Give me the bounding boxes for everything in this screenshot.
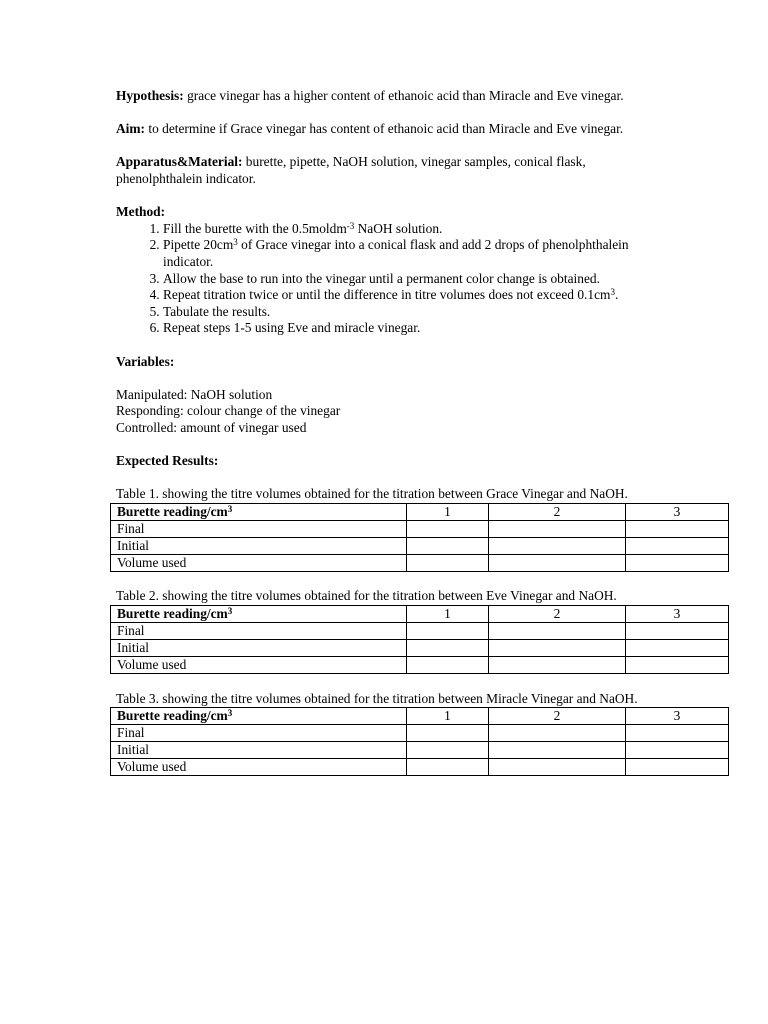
step-text: Fill the burette with the 0.5moldm	[163, 220, 347, 236]
header-cell: Burette reading/$cm^3$	[111, 708, 407, 725]
hypothesis-label: Hypothesis:	[116, 88, 184, 103]
header-cell: 1	[407, 503, 489, 520]
row-label: Volume used	[111, 759, 407, 776]
expected-results-heading: Expected Results:	[116, 453, 219, 469]
row-label: Initial	[111, 640, 407, 657]
superscript: 3	[610, 287, 615, 298]
table-row	[111, 537, 729, 554]
table-cell	[407, 623, 489, 640]
table-cell	[626, 623, 729, 640]
table-caption: Table 2. showing the titre volumes obtained for the titration between Eve Vinegar and NaOH.	[116, 588, 617, 604]
results-table-eve	[110, 605, 729, 674]
row-label: Volume used	[111, 657, 407, 674]
results-table-miracle	[110, 707, 729, 776]
table-cell	[407, 657, 489, 674]
table-row	[111, 742, 729, 759]
row-label: Initial	[111, 742, 407, 759]
results-table-grace	[110, 503, 729, 572]
table-cell	[489, 759, 626, 776]
variables-heading: Variables:	[116, 353, 175, 369]
row-label: Final	[111, 520, 407, 537]
header-cell: 2	[489, 503, 626, 520]
table-cell	[626, 742, 729, 759]
document-body	[116, 88, 681, 793]
aim-text: to determine if Grace vinegar has content of ethanoic acid than Miracle and Eve vinegar.	[145, 121, 624, 137]
superscript: -3	[346, 220, 355, 231]
table-cell	[626, 725, 729, 742]
table-cell	[626, 554, 729, 571]
table-cell	[626, 657, 729, 674]
table-cell	[626, 759, 729, 776]
row-label: Initial	[111, 537, 407, 554]
table-cell	[489, 537, 626, 554]
table-cell	[489, 520, 626, 537]
method-heading: Method:	[116, 204, 166, 220]
table-header-row	[111, 503, 729, 520]
header-cell: Burette reading/$cm^3$	[111, 606, 407, 623]
step-text: Repeat titration twice or until the difference in titre volumes does not exceed 0.1cm	[163, 287, 611, 303]
step-text: Allow the base to run into the vinegar until a permanent color change is obtained.	[163, 270, 600, 286]
header-cell: Burette reading/$cm^3$	[111, 503, 407, 520]
step-text: Pipette 20cm	[163, 237, 234, 253]
variable-controlled: Controlled: amount of vinegar used	[116, 419, 307, 435]
header-cell: 2	[489, 606, 626, 623]
step-text: Repeat steps 1-5 using Eve and miracle vinegar.	[163, 320, 421, 336]
row-label: Final	[111, 725, 407, 742]
table-row	[111, 657, 729, 674]
step-text: NaOH solution.	[354, 220, 443, 236]
variable-manipulated: Manipulated: NaOH solution	[116, 386, 273, 402]
superscript: 3	[233, 237, 238, 248]
step-text: .	[614, 287, 619, 303]
apparatus-paragraph	[116, 154, 661, 187]
table-cell	[626, 640, 729, 657]
row-label: Final	[111, 623, 407, 640]
table-header-row	[111, 606, 729, 623]
aim-paragraph	[116, 121, 661, 138]
hypothesis-paragraph	[116, 88, 661, 105]
header-cell: 1	[407, 708, 489, 725]
table-header-row	[111, 708, 729, 725]
table-cell	[407, 554, 489, 571]
table-cell	[407, 520, 489, 537]
method-step	[163, 237, 661, 270]
table-cell	[489, 725, 626, 742]
header-cell: 2	[489, 708, 626, 725]
header-cell: 3	[626, 503, 729, 520]
table-cell	[407, 640, 489, 657]
header-cell: 1	[407, 606, 489, 623]
step-text: of Grace vinegar into a conical flask and add 2 drops of phenolphthalein indicator.	[163, 237, 629, 269]
method-step	[163, 304, 661, 321]
table-caption: Table 3. showing the titre volumes obtained for the titration between Miracle Vinegar and NaOH.	[116, 690, 638, 706]
table-cell	[489, 640, 626, 657]
method-steps	[116, 221, 661, 337]
table-cell	[407, 725, 489, 742]
row-label: Volume used	[111, 554, 407, 571]
table-cell	[407, 537, 489, 554]
table-row	[111, 725, 729, 742]
table-row	[111, 520, 729, 537]
apparatus-label: Apparatus&Material:	[116, 154, 243, 170]
method-step	[163, 320, 661, 337]
table-cell	[626, 520, 729, 537]
apparatus-text: burette, pipette, NaOH solution, vinegar samples, conical flask, phenolphthalein indicator.	[116, 154, 586, 186]
header-cell: 3	[626, 708, 729, 725]
table-row	[111, 640, 729, 657]
header-cell: 3	[626, 606, 729, 623]
table-cell	[489, 742, 626, 759]
variable-responding: Responding: colour change of the vinegar	[116, 403, 341, 419]
table-caption: Table 1. showing the titre volumes obtained for the titration between Grace Vinegar and NaOH.	[116, 486, 628, 502]
table-cell	[489, 623, 626, 640]
hypothesis-text: grace vinegar has a higher content of ethanoic acid than Miracle and Eve vinegar.	[183, 88, 624, 103]
method-step	[163, 271, 661, 288]
table-cell	[489, 657, 626, 674]
table-row	[111, 623, 729, 640]
aim-label: Aim:	[116, 121, 146, 137]
table-cell	[626, 537, 729, 554]
method-step	[163, 221, 661, 238]
method-step	[163, 287, 661, 304]
table-row	[111, 554, 729, 571]
table-cell	[407, 742, 489, 759]
table-row	[111, 759, 729, 776]
step-text: Tabulate the results.	[163, 303, 271, 319]
table-cell	[489, 554, 626, 571]
table-cell	[407, 759, 489, 776]
